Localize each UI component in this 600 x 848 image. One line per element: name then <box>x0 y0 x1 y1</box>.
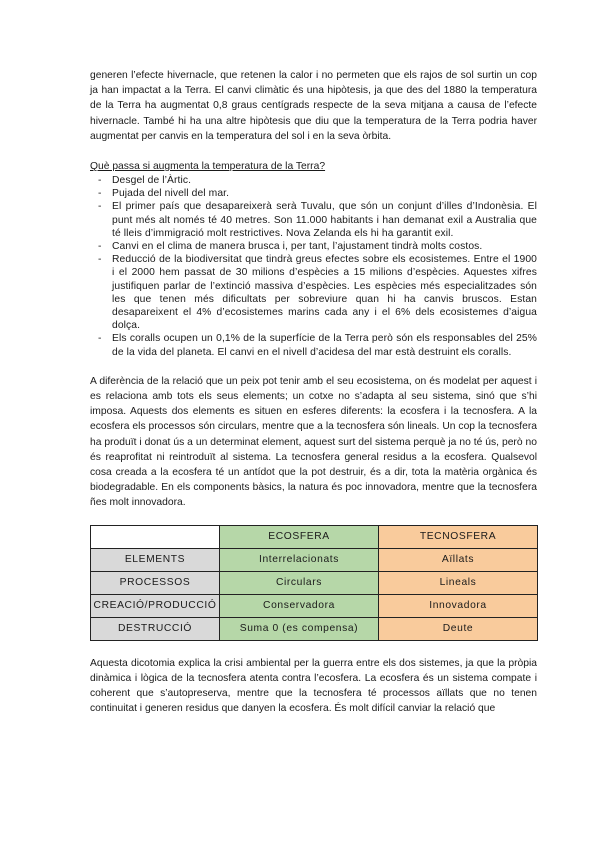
ecosfera-cell: Conservadora <box>220 594 379 617</box>
intro-paragraph: generen l’efecte hivernacle, que retenen la calor i no permeten que els rajos de sol surtin un cop ja han impactat a la Terra. El canvi climàtic és una hipòtesis, ja que des del 1880 la temperatura de la Terra ha augmentat 0,8 graus centígrads respecte de la seva mitjana a causa de l’efecte hivernacle. També hi ha una altre hipòtesis que diu que la temperatura de la Terra podria haver augmentat per canvis en la temperatura del sol i en la seva òrbita. <box>90 70 537 142</box>
list-item: - El primer país que desapareixerà serà Tuvalu, que són un conjunt d’illes d’Indonèsia. El punt més alt només té 40 metres. Son 11.000 habitants i han demanat exil a Australia que té lleis d’immigració molt restrictives. Nova Zelanda els hi ha garantit exil. <box>98 200 537 240</box>
header-ecosfera: ECOSFERA <box>220 525 379 548</box>
tecnosfera-cell: Innovadora <box>379 594 538 617</box>
ecosfera-cell: Interrelacionats <box>220 548 379 571</box>
list-item: - Desgel de l’Àrtic. <box>98 174 537 187</box>
relation-paragraph: A diferència de la relació que un peix pot tenir amb el seu ecosistema, on és modelat per aquest i es relaciona amb tots els seus elements; un cotxe no s’adapta al seu sistema, sinó que s’hi imposa. Aquests dos elements es situen en esferes diferents: la ecosfera i la tecnosfera. A la ecosfera els processos són circulars, mentre que a la tecnosfera són lineals. Un cop la tecnosfera ha produït i donat ús a un determinat element, aquest surt del sistema perquè ja no té ús, però no és reaprofitat ni reintroduït al sistema. La tecnosfera general residus a la ecosfera. Qualsevol cosa creada a la ecosfera té un antídot que la pot destruir, és a dir, tota la matèria orgànica és biodegradable. En els components bàsics, la natura és poc innovadora, mentre que la tecnosfera ñes molt innovadora. <box>90 375 537 509</box>
table-header-row <box>91 525 538 548</box>
list-item: - Reducció de la biodiversitat que tindrà greus efectes sobre els ecosistemes. Entre el 1900 i el 2000 hem passat de 30 milions d’espècies a 15 milions d’espècies. Aquestes xifres justifiquen parlar de l’extinció massiva d’espècies. Les espècies més especialitzades són les que tenen més dificultats per sobreviure quan hi ha canvis bruscos. Estan desapareixent el 4% d’ecosistemes marins cada any i el 6% dels ecosistemes d’aigua dolça. <box>98 253 537 332</box>
section-question-heading: Què passa si augmenta la temperatura de la Terra? <box>90 161 326 173</box>
row-label: DESTRUCCIÓ <box>91 617 220 640</box>
tecnosfera-cell: Deute <box>379 617 538 640</box>
tecnosfera-cell: Aïllats <box>379 548 538 571</box>
tecnosfera-cell: Lineals <box>379 571 538 594</box>
header-tecnosfera: TECNOSFERA <box>379 525 538 548</box>
document-page <box>90 68 537 717</box>
table-row <box>91 571 538 594</box>
table-row <box>91 594 538 617</box>
row-label: CREACIÓ/PRODUCCIÓ <box>91 594 220 617</box>
list-item: - Pujada del nivell del mar. <box>98 187 537 200</box>
table-corner-cell <box>91 525 220 548</box>
consequences-list <box>90 174 537 359</box>
closing-paragraph: Aquesta dicotomia explica la crisi ambiental per la guerra entre els dos sistemes, ja que la pròpia dinàmica i lògica de la tecnosfera atenta contra l’ecosfera. La ecosfera és un sistema compate i coherent que s’autopreserva, mentre que la tecnosfera té processos aïllats que no tenen continuitat i generen residus que danyen la ecosfera. És molt difícil canviar la relació que <box>90 657 537 715</box>
table-row <box>91 617 538 640</box>
table-row <box>91 548 538 571</box>
list-item: - Canvi en el clima de manera brusca i, per tant, l’ajustament tindrà molts costos. <box>98 240 537 253</box>
comparison-table <box>90 525 538 641</box>
ecosfera-cell: Circulars <box>220 571 379 594</box>
row-label: PROCESSOS <box>91 571 220 594</box>
list-item: - Els coralls ocupen un 0,1% de la superfície de la Terra però són els responsables del 25% de la vida del planeta. El canvi en el nivell d’acidesa del mar està destruint els coralls. <box>98 332 537 358</box>
row-label: ELEMENTS <box>91 548 220 571</box>
ecosfera-cell: Suma 0 (es compensa) <box>220 617 379 640</box>
